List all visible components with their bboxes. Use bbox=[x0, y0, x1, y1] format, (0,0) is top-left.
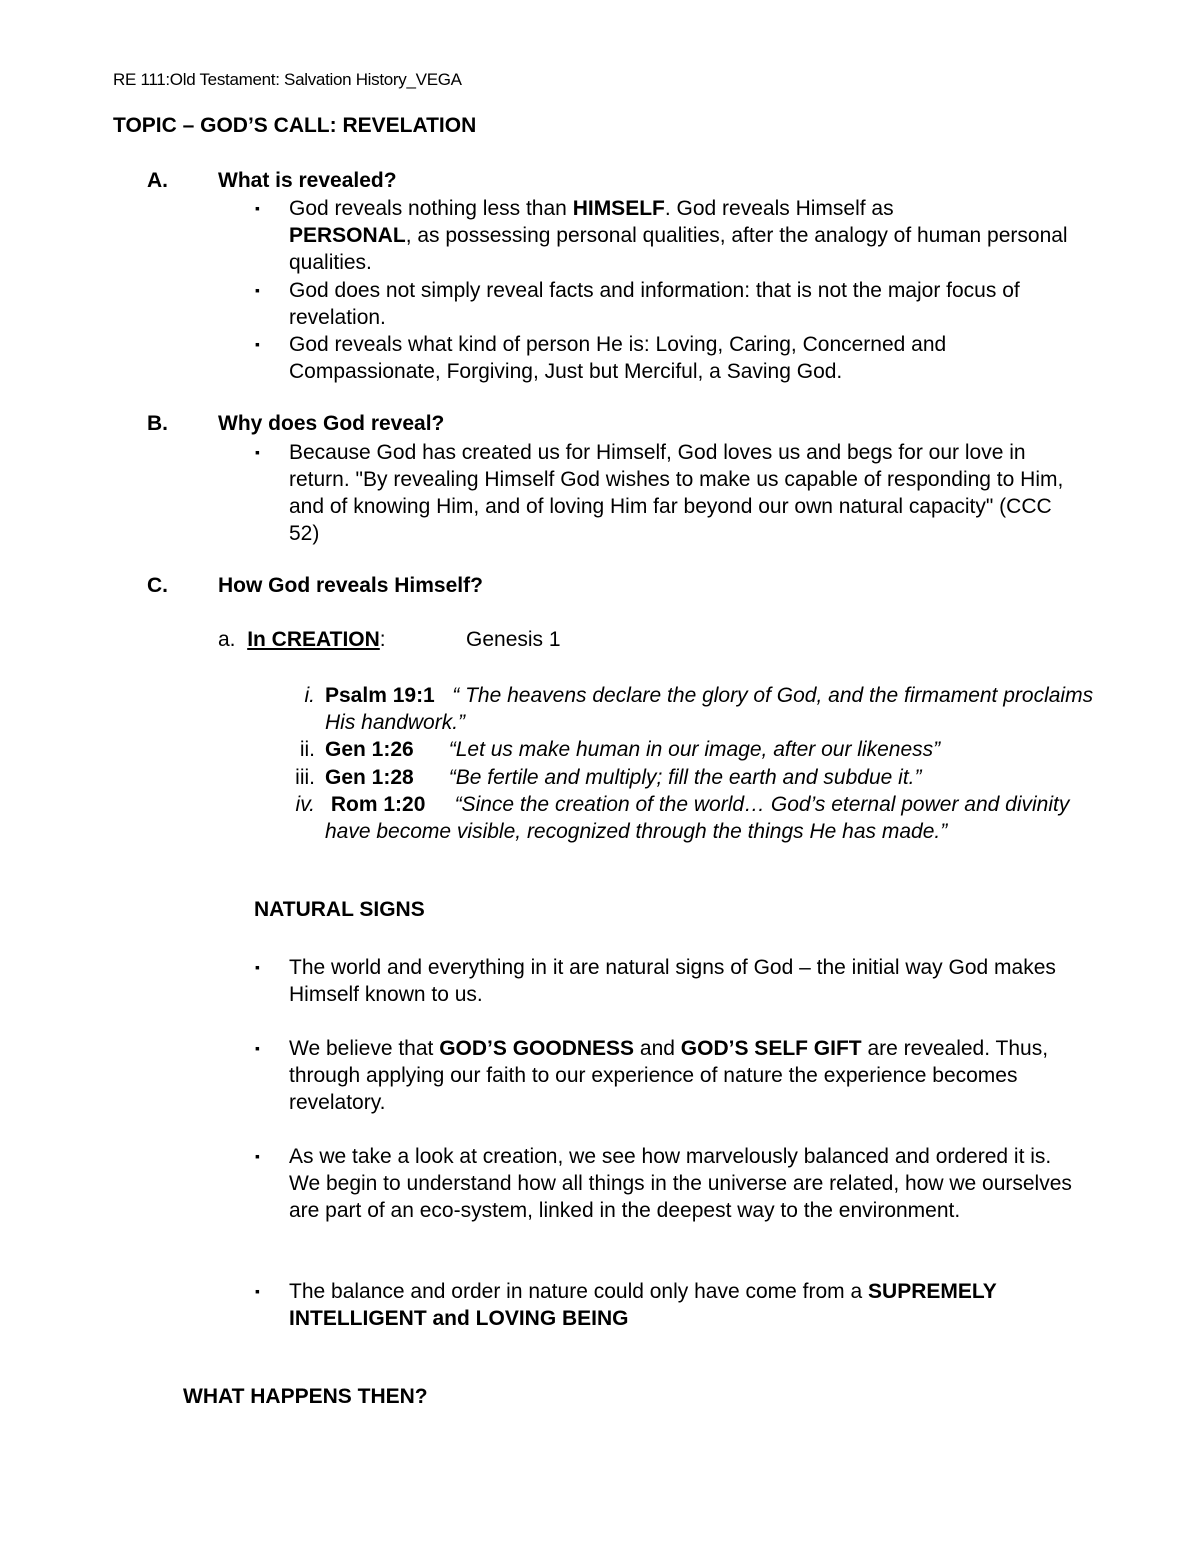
natural-signs-bullet-1: ▪ The world and everything in it are natural signs of God – the initial way God makes Himself known to us. bbox=[255, 956, 1056, 1006]
section-a-letter: A. bbox=[147, 169, 168, 192]
bullet-icon: ▪ bbox=[255, 1148, 260, 1164]
verse-item bbox=[295, 791, 1095, 845]
verse-reference: Rom 1:20 bbox=[330, 793, 426, 816]
sub-marker: a. bbox=[218, 628, 236, 651]
bullet-icon: ▪ bbox=[255, 282, 260, 298]
bullet-icon: ▪ bbox=[255, 336, 260, 352]
bullet-icon: ▪ bbox=[255, 1283, 260, 1299]
verse-reference: Psalm 19:1 bbox=[325, 684, 435, 707]
bullet-icon: ▪ bbox=[255, 444, 260, 460]
section-b-bullet-1: ▪ Because God has created us for Himself, God loves us and begs for our love in return. "By revealing Himself God wishes to make us capable of responding to Him, and of knowing Him, and of loving Him far beyond our own natural capacity" (CCC 52) bbox=[255, 441, 1064, 545]
section-a-bullet-2: ▪ God does not simply reveal facts and information: that is not the major focus of revelation. bbox=[255, 279, 1020, 329]
verse-quote: “Let us make human in our image, after our likeness” bbox=[448, 738, 941, 761]
section-c-title: How God reveals Himself? bbox=[218, 574, 483, 597]
verse-number: ii. bbox=[299, 738, 315, 761]
verse-reference: Gen 1:28 bbox=[325, 766, 414, 789]
bullet-icon: ▪ bbox=[255, 200, 260, 216]
section-a-bullet-3: ▪ God reveals what kind of person He is: Loving, Caring, Concerned and Compassionate, Forgiving, Just but Merciful, a Saving God. bbox=[255, 333, 947, 383]
section-c-letter: C. bbox=[147, 574, 168, 597]
verse-item bbox=[295, 764, 1095, 791]
creation-label: In CREATION bbox=[247, 628, 380, 651]
verse-reference: Gen 1:26 bbox=[325, 738, 414, 761]
section-a-title: What is revealed? bbox=[218, 169, 397, 192]
natural-signs-bullet-4: ▪ The balance and order in nature could only have come from a SUPREMELY INTELLIGENT and LOVING BEING bbox=[255, 1280, 997, 1330]
verse-quote: “Be fertile and multiply; fill the earth and subdue it.” bbox=[448, 766, 922, 789]
verse-number: iii. bbox=[295, 766, 315, 789]
verse-item bbox=[299, 736, 1095, 763]
natural-signs-heading: NATURAL SIGNS bbox=[254, 898, 425, 921]
section-a-bullet-1: ▪ God reveals nothing less than HIMSELF. God reveals Himself as PERSONAL, as possessing personal qualities, after the analogy of human personal qualities. bbox=[255, 197, 1068, 274]
topic-title: TOPIC – GOD’S CALL: REVELATION bbox=[113, 114, 477, 137]
creation-subheading: a. In CREATION: bbox=[218, 628, 386, 651]
natural-signs-bullet-3: ▪ As we take a look at creation, we see how marvelously balanced and ordered it is. We begin to understand how all things in the universe are related, how we ourselves are part of an eco-system, linked in the deepest way to the environment. bbox=[255, 1145, 1072, 1222]
verse-number: i. bbox=[304, 684, 315, 707]
verse-item bbox=[304, 682, 1095, 736]
bullet-icon: ▪ bbox=[255, 959, 260, 975]
what-happens-heading: WHAT HAPPENS THEN? bbox=[183, 1385, 428, 1408]
section-b-letter: B. bbox=[147, 412, 168, 435]
section-b-title: Why does God reveal? bbox=[218, 412, 445, 435]
natural-signs-bullet-2: ▪ We believe that GOD’S GOODNESS and GOD’S SELF GIFT are revealed. Thus, through applying our faith to our experience of nature the experience becomes revelatory. bbox=[255, 1037, 1049, 1114]
verse-number: iv. bbox=[295, 793, 315, 816]
creation-reference: Genesis 1 bbox=[466, 628, 561, 651]
page-header: RE 111:Old Testament: Salvation History_VEGA bbox=[113, 70, 462, 89]
verse-quote: “ The heavens declare the glory of God, and the firmament proclaims His handwork.” bbox=[325, 684, 1094, 734]
verse-quote: “Since the creation of the world… God’s eternal power and divinity have become visible, recognized through the things He has made.” bbox=[325, 793, 1070, 843]
bullet-icon: ▪ bbox=[255, 1040, 260, 1056]
